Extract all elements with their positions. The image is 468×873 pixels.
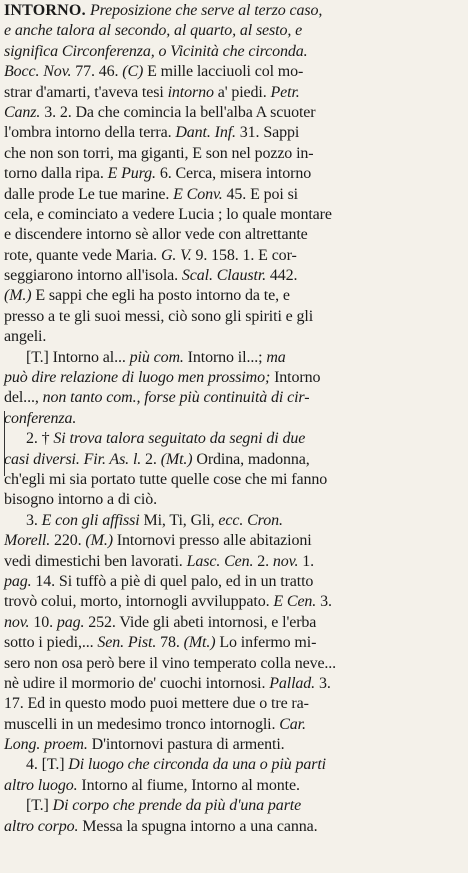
text-line [4,776,465,796]
text-segment: Sen. Pist. [97,634,157,652]
text-line [4,368,465,388]
text-segment: non tanto com., forse più continuità di cir- [42,389,310,407]
text-segment: ch'egli mi sia portato tutte quelle cose che mi fanno [4,470,328,488]
text-segment: Preposizione che serve al terzo caso, [89,2,323,19]
text-segment: intorno [167,83,214,101]
text-segment: 3. [315,674,331,692]
text-line [4,735,465,755]
text-segment: E Conv. [173,185,223,203]
text-segment: ma [266,348,286,366]
text-line [4,205,465,225]
text-line [4,429,465,449]
text-segment: 78. [156,634,184,652]
text-segment: Pallad. [269,674,316,692]
text-line [4,715,465,735]
text-segment: [T.] Intorno al... [26,348,130,366]
text-segment: l'ombra intorno della terra. [4,124,176,142]
text-segment: Petr. [270,83,300,101]
text-segment: 4. [T.] [26,756,69,774]
text-segment: 2. [141,450,161,468]
text-line [4,388,465,408]
text-segment: ecc. Cron. [218,511,283,529]
text-segment: E mille lacciuoli col mo- [143,63,304,81]
text-segment: pag. [56,613,85,631]
text-segment: [T.] [26,797,53,815]
text-segment: muscelli in un medesimo tronco intornogli. [4,715,280,733]
text-segment: 442. [266,267,298,285]
text-segment: 10. [29,613,57,631]
text-segment: Bocc. Nov. [4,63,72,81]
text-segment: E con gli affissi [41,511,140,529]
text-segment: e discendere intorno sè allor vede con altrettante [4,226,308,244]
text-line [4,450,465,470]
text-segment: 45. E poi si [222,185,299,203]
text-segment: Di corpo che prende da più d'una parte [52,797,302,815]
text-segment: Mi, Ti, Gli, [139,511,219,529]
text-segment: strar d'amarti, t'aveva tesi [4,83,168,101]
text-segment: E sappi che egli ha posto intorno da te, e [31,287,290,305]
text-segment: 6. Cerca, misera intorno [155,165,312,183]
text-line [4,572,465,592]
text-segment: significa Circonferenza, o Vicinità che circonda. [4,42,308,60]
text-segment: Canz. [4,103,41,121]
text-line [4,654,465,674]
text-line [4,21,465,41]
text-segment: (Mt.) [183,634,216,652]
text-segment: e anche talora al secondo, al quarto, al sesto, e [4,22,303,40]
text-line [4,185,465,205]
text-segment: presso a te gli suoi messi, ciò sono gli spiriti e gli [4,307,314,325]
text-segment: Intorno il...; [183,348,267,366]
text-segment: sotto i piedi,... [4,634,98,652]
text-segment: angeli. [4,328,47,346]
text-segment: 3. 2. Da che comincia la bell'alba A scuoter [40,103,316,121]
text-segment: che non son torri, ma giganti, E son nel pozzo in- [4,144,314,162]
text-segment: D'intornovi pastura di armenti. [87,736,285,754]
text-line [4,103,465,123]
text-line [4,1,465,21]
text-line [4,307,465,327]
text-segment: conferenza. [4,409,77,427]
text-segment: trovò colui, morto, intornogli avviluppato. [4,593,274,611]
text-segment: più com. [129,348,184,366]
text-line [4,144,465,164]
dictionary-entry [4,1,465,837]
text-segment: vedi dimestichi ben lavorati. [4,552,187,570]
text-line [4,817,465,837]
text-segment: 9. 158. 1. E cor- [191,246,297,264]
text-segment: cela, e cominciato a vedere Lucia ; lo quale montare [4,205,332,223]
text-line [4,225,465,245]
text-segment: casi diversi. Fir. As. l. [4,450,142,468]
text-segment: nov. [272,552,299,570]
text-segment: Intorno al fiume, Intorno al monte. [77,776,300,794]
text-line [4,633,465,653]
text-line [4,327,465,347]
text-segment: a' piedi. [213,83,271,101]
text-segment: altro corpo. [4,817,79,835]
text-segment: E Cen. [273,593,317,611]
text-segment: sero non osa però bere il vino temperato colla neve... [4,654,337,672]
text-segment: Lasc. Cen. [186,552,254,570]
text-line [4,266,465,286]
text-segment: Intornovi presso alle abitazioni [112,532,312,550]
headword: INTORNO. [4,2,90,19]
text-segment: rote, quante vede Maria. [4,246,161,264]
text-segment: 220. [50,532,86,550]
text-segment: del..., [4,389,43,407]
text-line [4,470,465,490]
text-segment: 17. Ed in questo modo puoi mettere due o tre ra- [4,695,309,713]
text-segment: altro luogo. [4,776,78,794]
text-segment: Morell. [4,532,51,550]
text-segment: può dire relazione di luogo men prossimo; [4,369,271,387]
text-segment: Ordina, madonna, [192,450,310,468]
text-segment: 77. 46. [71,63,123,81]
text-segment: (M.) [4,287,32,305]
text-segment: 3. [316,593,332,611]
text-segment: 14. Si tuffò a piè di quel palo, ed in un tratto [31,572,314,590]
text-segment: 2. † [26,430,54,448]
text-line [4,83,465,103]
text-segment: Long. proem. [4,736,88,754]
text-line [4,246,465,266]
text-line [4,796,465,816]
text-segment: Scal. Claustr. [181,267,267,285]
text-line [4,164,465,184]
text-segment: 1. [298,552,314,570]
text-segment: E Purg. [107,165,156,183]
text-line [4,755,465,775]
text-line [4,674,465,694]
text-line [4,42,465,62]
text-segment: bisogno intorno a di ciò. [4,491,157,509]
text-segment: Si trova talora seguitato da segni di due [53,430,306,448]
text-line [4,511,465,531]
text-segment: Intorno [270,369,321,387]
text-segment: dalle prode Le tue marine. [4,185,174,203]
text-line [4,490,465,510]
text-line [4,552,465,572]
text-line [4,62,465,82]
text-segment: pag. [4,572,32,590]
text-line [4,531,465,551]
text-segment: G. V. [160,246,192,264]
text-segment: 31. Sappi [235,124,300,142]
text-segment: Di luogo che circonda da una o più parti [68,756,326,774]
text-line [4,409,465,429]
text-segment: Car. [279,715,306,733]
text-segment: nè udire il mormorio de' cuochi intornosi. [4,674,270,692]
text-line [4,123,465,143]
text-segment: 2. [253,552,273,570]
text-line [4,286,465,306]
text-segment: (C) [122,63,144,81]
text-line [4,613,465,633]
text-segment: Dant. Inf. [175,124,236,142]
text-line [4,348,465,368]
text-segment: (Mt.) [160,450,193,468]
text-segment: Lo infermo mi- [215,634,317,652]
text-line [4,694,465,714]
text-segment: torno dalla ripa. [4,165,108,183]
text-segment: (M.) [85,532,113,550]
text-segment: nov. [4,613,30,631]
text-segment: seggiarono intorno all'isola. [4,267,182,285]
text-segment: 3. [26,511,42,529]
text-segment: Messa la spugna intorno a una canna. [78,817,318,835]
text-segment: 252. Vide gli abeti intornosi, e l'erba [84,613,317,631]
text-line [4,592,465,612]
